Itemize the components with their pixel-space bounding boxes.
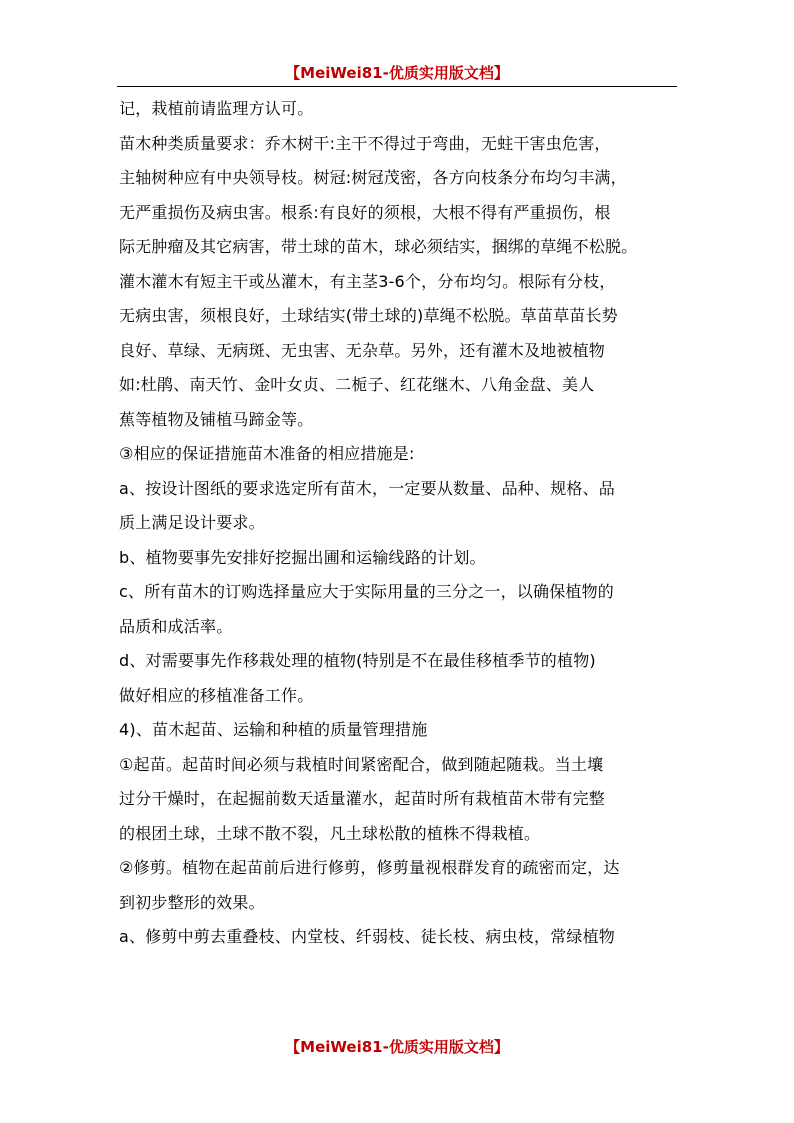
- page-footer: 【MeiWei81-优质实用版文档】: [285, 1038, 509, 1056]
- text-line: ③相应的保证措施苗木准备的相应措施是:: [119, 444, 415, 463]
- text-line: b、植物要事先安排好挖掘出圃和运输线路的计划。: [119, 547, 486, 567]
- text-line: 过分干燥时，在起掘前数天适量灌水，起苗时所有栽植苗木带有完整: [119, 789, 606, 808]
- text-line: a、按设计图纸的要求选定所有苗木，一定要从数量、品种、规格、品: [119, 478, 616, 498]
- text-line: 苗木种类质量要求：乔木树干:主干不得过于弯曲，无蛀干害虫危害，: [119, 133, 611, 153]
- text-line: 4)、苗木起苗、运输和种植的质量管理措施: [119, 720, 428, 739]
- text-line: c、所有苗木的订购选择量应大于实际用量的三分之一，以确保植物的: [119, 582, 614, 601]
- text-line: ②修剪。植物在起苗前后进行修剪，修剪量视根群发育的疏密而定，达: [119, 858, 620, 877]
- text-line: 际无肿瘤及其它病害，带土球的苗木，球必须结实，捆绑的草绳不松脱。: [119, 237, 638, 256]
- text-line: 到初步整形的效果。: [119, 892, 265, 912]
- text-line: 蕉等植物及铺植马蹄金等。: [119, 409, 314, 429]
- text-line: 无严重损伤及病虫害。根系:有良好的须根，大根不得有严重损伤，根: [119, 202, 611, 222]
- text-line: 主轴树种应有中央领导枝。树冠:树冠茂密，各方向枝条分布均匀丰满，: [119, 168, 627, 187]
- text-line: a、修剪中剪去重叠枝、内堂枝、纤弱枝、徒长枝、病虫枝，常绿植物: [119, 927, 616, 946]
- text-line: 做好相应的移植准备工作。: [119, 685, 314, 705]
- text-line: d、对需要事先作移栽处理的植物(特别是不在最佳移植季节的植物): [119, 651, 596, 670]
- page-header: 【MeiWei81-优质实用版文档】: [285, 64, 509, 82]
- text-line: 的根团土球，土球不散不裂，凡土球松散的植株不得栽植。: [119, 823, 541, 843]
- text-line: 无病虫害，须根良好，土球结实(带土球的)草绳不松脱。草苗草苗长势: [119, 306, 618, 325]
- text-line: ①起苗。起苗时间必须与栽植时间紧密配合，做到随起随栽。当土壤: [119, 754, 604, 774]
- text-line: 良好、草绿、无病斑、无虫害、无杂草。另外，还有灌木及地被植物: [119, 340, 606, 360]
- header-divider: [117, 86, 677, 87]
- text-line: 灌木灌木有短主干或丛灌木，有主茎3-6个，分布均匀。根际有分枝，: [119, 271, 616, 291]
- text-line: 如:杜鹃、南天竹、金叶女贞、二栀子、红花继木、八角金盘、美人: [119, 375, 595, 394]
- text-line: 记，栽植前请监理方认可。: [119, 99, 314, 118]
- document-body: [119, 92, 679, 955]
- text-line: 品质和成活率。: [119, 616, 233, 636]
- text-line: 质上满足设计要求。: [119, 513, 265, 532]
